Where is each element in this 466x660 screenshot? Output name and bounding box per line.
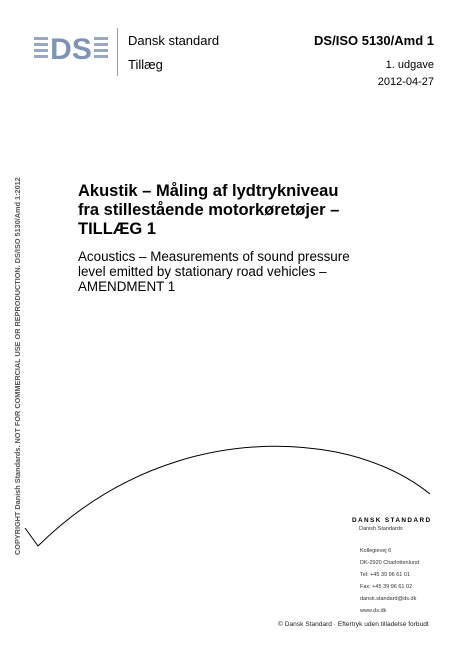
edition: 1. udgave <box>385 59 434 71</box>
english-title-line: AMENDMENT 1 <box>78 279 176 294</box>
danish-title-line: Akustik – Måling af lydtrykniveau <box>78 182 339 200</box>
publisher-name: DANSK STANDARD <box>352 517 432 524</box>
header-divider <box>117 28 118 76</box>
publisher-email[interactable]: dansk.standard@ds.dk <box>360 596 417 602</box>
supplement-label: Tillæg <box>128 57 163 72</box>
publisher-website[interactable]: www.ds.dk <box>360 608 387 614</box>
publisher-fax: Fax: +45 39 96 61 02 <box>360 584 413 590</box>
publication-date: 2012-04-27 <box>377 76 434 88</box>
standard-label: Dansk standard <box>128 33 220 48</box>
publisher-address-line: Kollegievej 6 <box>360 548 392 554</box>
publisher-phone: Tel: +45 39 96 61 01 <box>360 572 410 578</box>
publisher-tagline: Danish Standards <box>359 526 403 532</box>
danish-title <box>78 182 418 239</box>
english-title-line: Acoustics – Measurements of sound pressure <box>78 249 350 264</box>
danish-title-line: TILLÆG 1 <box>78 220 156 238</box>
ds-logo <box>34 30 108 64</box>
standard-number: DS/ISO 5130/Amd 1 <box>314 33 434 48</box>
danish-title-line: fra stillestående motorkøretøjer – <box>78 201 340 219</box>
copyright-notice: COPYRIGHT Danish Standards. NOT FOR COMMERCIAL USE OR REPRODUCTION. DS/ISO 5130/Amd 1:2012 <box>13 177 22 555</box>
reprint-notice: © Dansk Standard · Eftertryk uden tilladelse forbudt <box>278 621 429 628</box>
logo-text: DS <box>50 33 92 64</box>
publisher-address-line: DK-2920 Charlottenlund <box>360 560 420 566</box>
english-title <box>78 249 408 294</box>
english-title-line: level emitted by stationary road vehicles – <box>78 264 327 279</box>
